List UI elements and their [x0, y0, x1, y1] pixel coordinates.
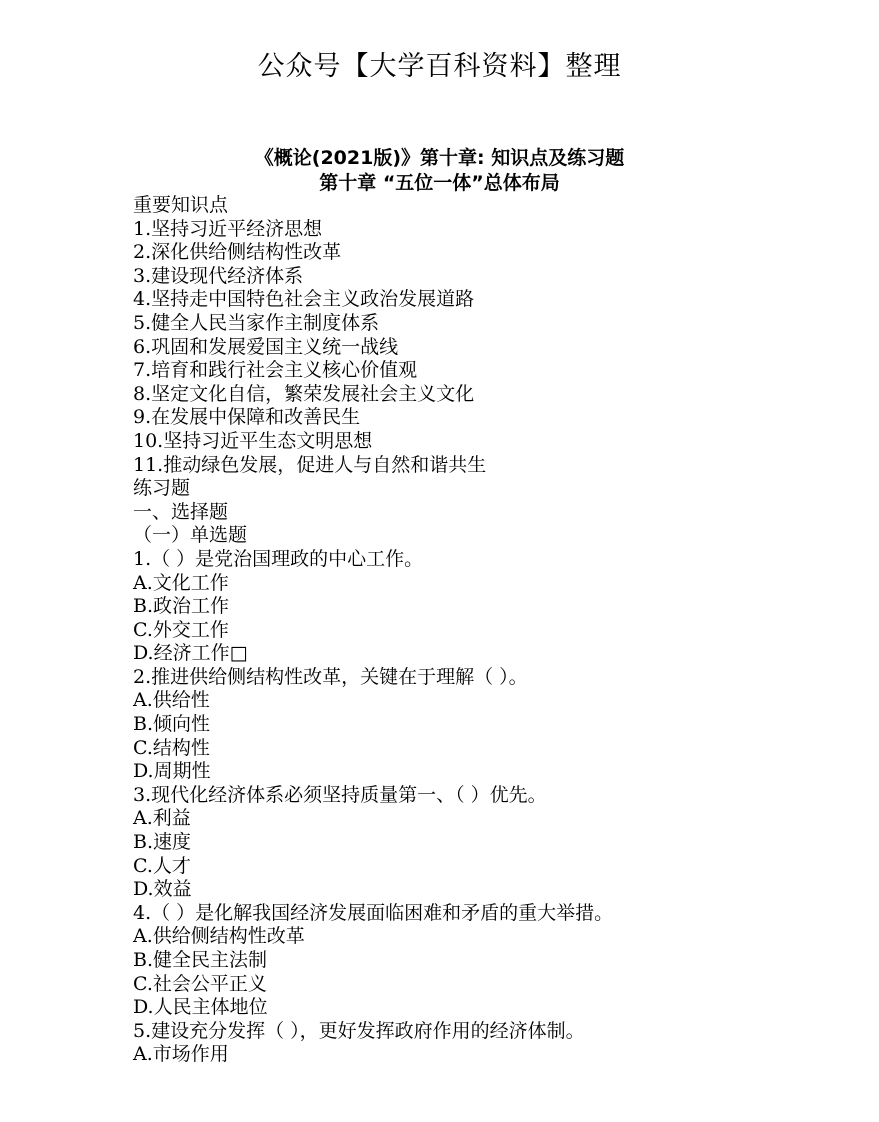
option-text: C.人才	[133, 854, 191, 877]
knowledge-item: 1.坚持习近平经济思想	[133, 217, 323, 240]
document-title: 《概论(2021版)》第十章: 知识点及练习题	[254, 147, 625, 169]
exercises-heading: 练习题	[133, 477, 191, 500]
option-text: D.效益	[133, 878, 192, 901]
knowledge-item: 10.坚持习近平生态文明思想	[133, 429, 373, 452]
knowledge-item: 7.培育和践行社会主义核心价值观	[133, 359, 418, 382]
knowledge-item: 5.健全人民当家作主制度体系	[133, 311, 380, 334]
knowledge-item: 4.坚持走中国特色社会主义政治发展道路	[133, 288, 475, 311]
subsection-heading: （一）单选题	[133, 524, 248, 547]
option-text: A.利益	[133, 807, 191, 830]
knowledge-heading: 重要知识点	[133, 194, 229, 216]
option-text: C.结构性	[133, 736, 210, 759]
option-text: A.文化工作	[133, 571, 229, 594]
question-text: 3.现代化经济体系必须坚持质量第一、（ ）优先。	[133, 783, 547, 806]
option-text: A.供给性	[133, 689, 210, 712]
option-text: B.政治工作	[133, 595, 230, 618]
document-body	[133, 194, 853, 1067]
knowledge-item: 11.推动绿色发展，促进人与自然和谐共生	[133, 453, 487, 476]
question-text: 4.（ ）是化解我国经济发展面临困难和矛盾的重大举措。	[133, 901, 614, 924]
knowledge-item: 9.在发展中保障和改善民生	[133, 406, 361, 429]
knowledge-item: 6.巩固和发展爱国主义统一战线	[133, 335, 399, 358]
page-header: 公众号【大学百科资料】整理	[257, 51, 622, 82]
option-text: D.经济工作□	[133, 642, 248, 665]
knowledge-item: 3.建设现代经济体系	[133, 264, 304, 287]
option-text: D.人民主体地位	[133, 996, 268, 1019]
option-text: A.市场作用	[133, 1043, 229, 1066]
knowledge-item: 8.坚定文化自信，繁荣发展社会主义文化	[133, 382, 475, 405]
option-text: A.供给侧结构性改革	[133, 925, 305, 948]
option-text: B.健全民主法制	[133, 949, 268, 971]
option-text: C.社会公平正义	[133, 972, 267, 995]
option-text: B.倾向性	[133, 713, 211, 736]
option-text: C.外交工作	[133, 618, 229, 641]
chapter-title: 第十章 “五位一体”总体布局	[319, 172, 560, 194]
knowledge-item: 2.深化供给侧结构性改革	[133, 241, 342, 264]
question-text: 2.推进供给侧结构性改革，关键在于理解（ ）。	[133, 665, 528, 688]
option-text: D.周期性	[133, 760, 211, 783]
title-block	[0, 146, 879, 196]
option-text: B.速度	[133, 831, 192, 854]
question-text: 5.建设充分发挥（ ），更好发挥政府作用的经济体制。	[133, 1019, 585, 1042]
question-text: 1.（ ）是党治国理政的中心工作。	[133, 547, 424, 570]
section-heading: 一、选择题	[133, 500, 229, 523]
